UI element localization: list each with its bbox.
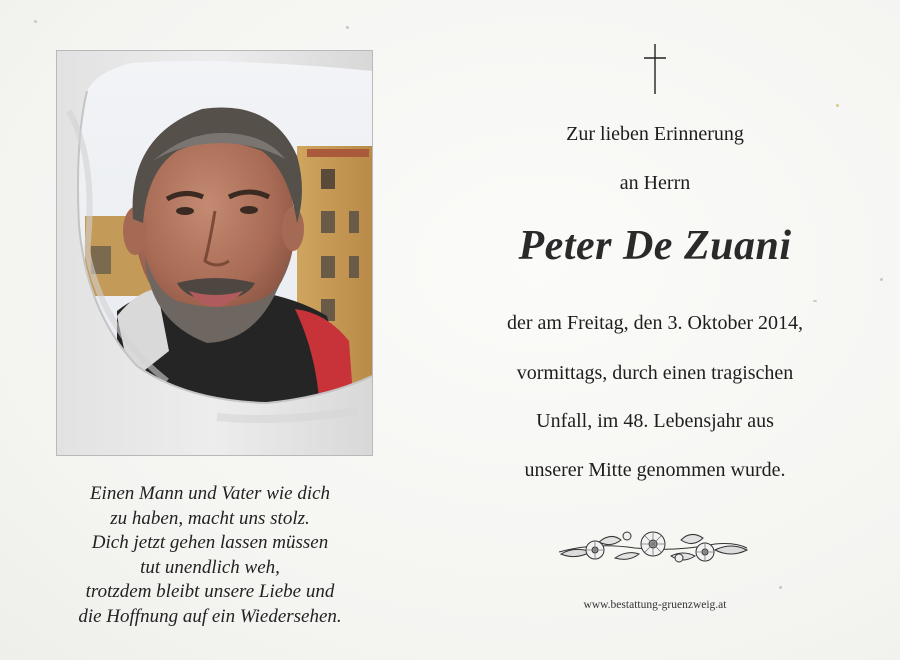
paper-speck bbox=[880, 278, 883, 281]
verse-line: tut unendlich weh, bbox=[140, 556, 280, 578]
floral-ornament-icon bbox=[555, 522, 751, 570]
portrait-photo bbox=[56, 50, 373, 456]
salutation-text: an Herrn bbox=[619, 172, 691, 194]
cross-icon bbox=[641, 42, 669, 96]
paper-speck bbox=[813, 300, 817, 302]
paper-speck bbox=[779, 586, 782, 589]
intro-text: Zur lieben Erinnerung bbox=[566, 123, 744, 145]
verse-line: zu haben, macht uns stolz. bbox=[110, 507, 310, 529]
verse-line: die Hoffnung auf ein Wiedersehen. bbox=[78, 605, 342, 627]
paper-speck bbox=[346, 26, 349, 29]
obituary-line: der am Freitag, den 3. Oktober 2014, bbox=[506, 312, 804, 334]
obituary-line: unserer Mitte genommen wurde. bbox=[524, 459, 786, 481]
memorial-verse bbox=[20, 482, 400, 630]
verse-line: Einen Mann und Vater wie dich bbox=[89, 483, 331, 504]
deceased-name: Peter De Zuani bbox=[518, 223, 792, 269]
portrait-illustration bbox=[57, 51, 372, 455]
verse-line: trotzdem bleibt unsere Liebe und bbox=[85, 581, 335, 603]
obituary-line: vormittags, durch einen tragischen bbox=[516, 362, 794, 384]
paper-speck bbox=[836, 104, 839, 107]
verse-line: Dich jetzt gehen lassen müssen bbox=[91, 532, 329, 554]
funeral-home-website[interactable]: www.bestattung-gruenzweig.at bbox=[583, 599, 727, 611]
paper-speck bbox=[34, 20, 37, 23]
obituary-line: Unfall, im 48. Lebensjahr aus bbox=[536, 410, 774, 432]
